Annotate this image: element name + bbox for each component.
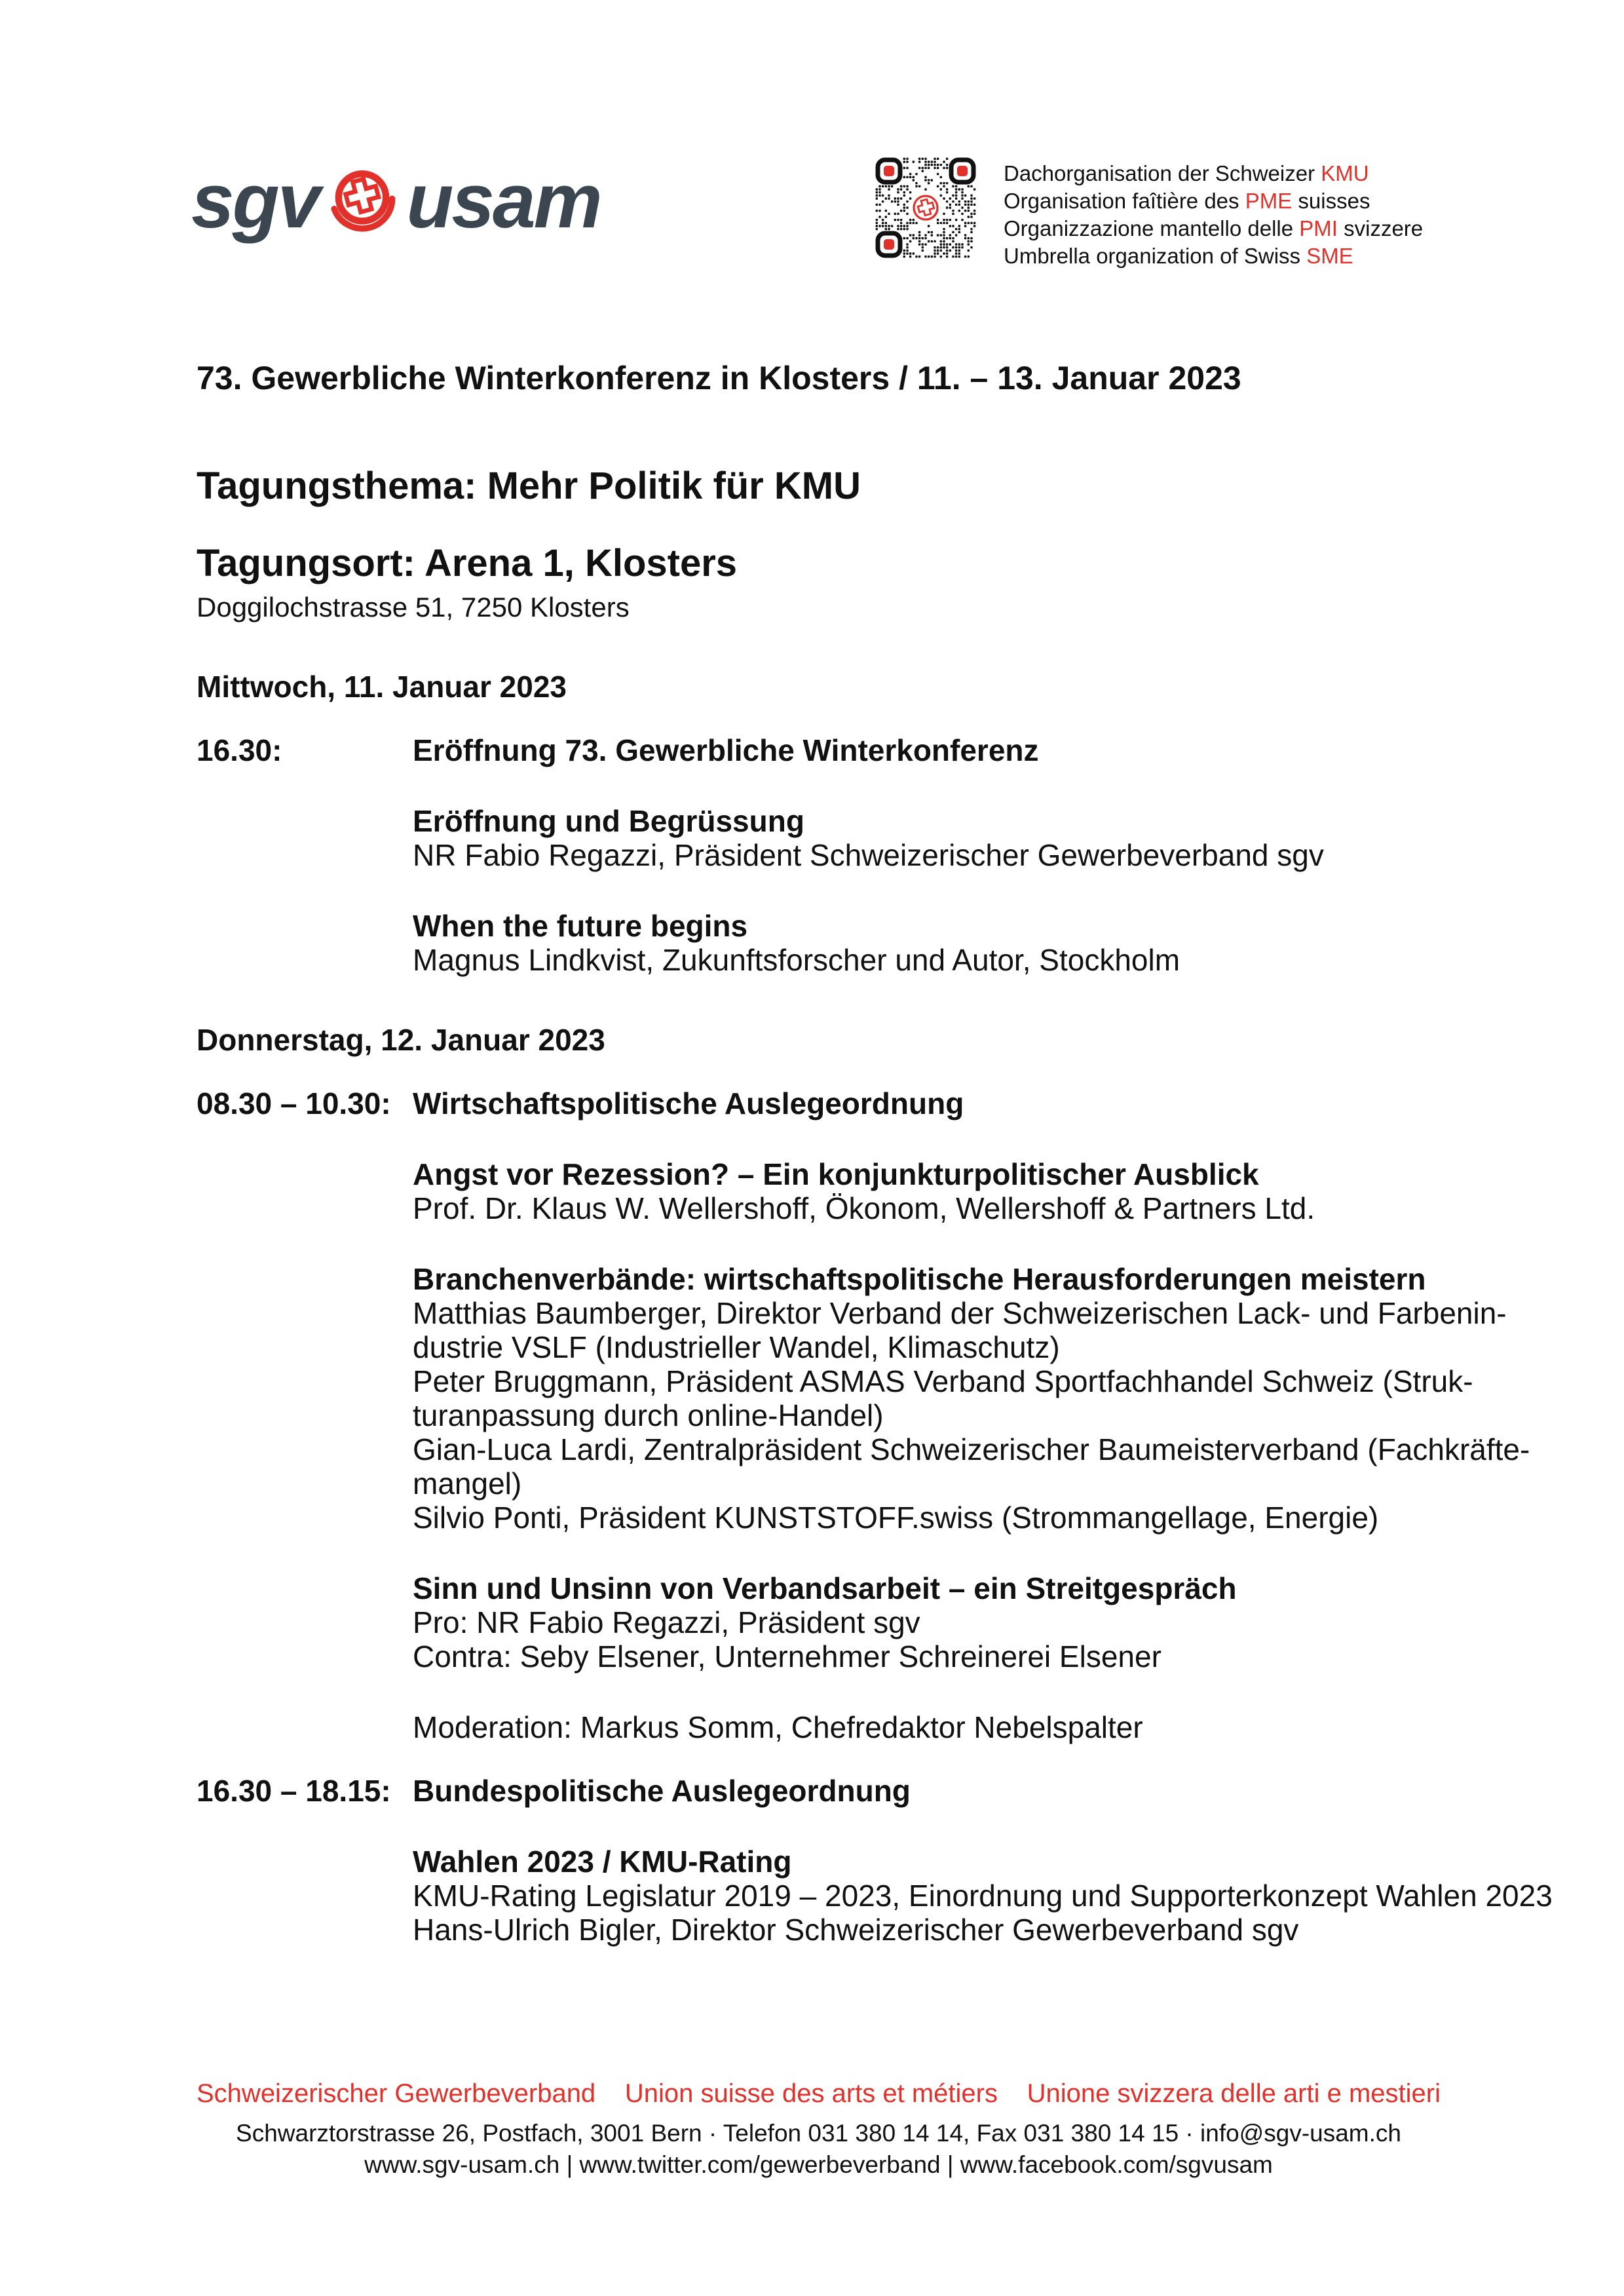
- agenda-item-line: Moderation: Markus Somm, Chefredaktor Nebelspalter: [413, 1710, 1143, 1744]
- day-section: [197, 670, 1484, 977]
- slot-title: Bundespolitische Auslegeordnung: [413, 1774, 911, 1808]
- qr-code-icon: [875, 157, 976, 258]
- org-description-line: [1004, 215, 1423, 242]
- agenda-item-line: Contra: Seby Elsener, Unternehmer Schreinerei Elsener: [413, 1639, 1161, 1674]
- agenda-item-line: Prof. Dr. Klaus W. Wellershoff, Ökonom, Wellershoff & Partners Ltd.: [413, 1191, 1315, 1225]
- slot-time: 16.30 – 18.15:: [197, 1774, 391, 1808]
- day-heading: Donnerstag, 12. Januar 2023: [197, 1023, 605, 1057]
- agenda-item-heading: When the future begins: [413, 909, 748, 943]
- slot-header-row: [197, 1086, 1484, 1120]
- slot-header-row: [197, 1774, 1484, 1808]
- agenda-item-line: turanpassung durch online-Handel): [413, 1398, 884, 1432]
- day-heading: Mittwoch, 11. Januar 2023: [197, 670, 567, 704]
- page-footer: [197, 2078, 1441, 2181]
- agenda-item: [413, 1571, 1484, 1674]
- agenda-item: [413, 1157, 1484, 1225]
- slot-header-row: [197, 733, 1484, 767]
- agenda-item-line: Gian-Luca Lardi, Zentralpräsident Schweizerischer Baumeisterverband (Fachkräfte-: [413, 1432, 1530, 1466]
- logo-text-sgv: sgv: [191, 158, 319, 244]
- agenda-item-heading: Wahlen 2023 / KMU-Rating: [413, 1845, 792, 1879]
- agenda-item-heading: Branchenverbände: wirtschaftspolitische Herausforderungen meistern: [413, 1262, 1426, 1296]
- org-description-line: [1004, 160, 1423, 187]
- agenda-item-line: Peter Bruggmann, Präsident ASMAS Verband Sportfachhandel Schweiz (Struk-: [413, 1364, 1473, 1398]
- agenda-item-heading: Eröffnung und Begrüssung: [413, 804, 804, 838]
- org-line-keyword: KMU: [1321, 161, 1369, 185]
- agenda-item-line: dustrie VSLF (Industrieller Wandel, Klimaschutz): [413, 1330, 1060, 1364]
- page-title: 73. Gewerbliche Winterkonferenz in Klosters / 11. – 13. Januar 2023: [197, 360, 1241, 396]
- slot-time: 16.30:: [197, 733, 282, 767]
- org-line-text: suisses: [1292, 189, 1370, 213]
- footer-org-name: Union suisse des arts et métiers: [624, 2079, 998, 2108]
- schedule: [197, 670, 1553, 1947]
- org-line-text: Organizzazione mantello delle: [1004, 216, 1300, 240]
- agenda-item-line: KMU-Rating Legislatur 2019 – 2023, Einordnung und Supporterkonzept Wahlen 2023: [413, 1879, 1553, 1913]
- conference-venue: Tagungsort: Arena 1, Klosters: [197, 542, 738, 584]
- time-slot: [197, 1774, 1553, 1947]
- agenda-item-line: mangel): [413, 1466, 522, 1501]
- time-slot: [197, 733, 1484, 977]
- org-description-line: [1004, 187, 1423, 215]
- agenda-item: [413, 1710, 1484, 1744]
- agenda-item-line: Pro: NR Fabio Regazzi, Präsident sgv: [413, 1605, 920, 1639]
- agenda-item: [413, 1262, 1530, 1535]
- agenda-item-line: Magnus Lindkvist, Zukunftsforscher und Autor, Stockholm: [413, 943, 1180, 977]
- agenda-item-line: Silvio Ponti, Präsident KUNSTSTOFF.swiss (Strommangellage, Energie): [413, 1501, 1379, 1535]
- document-body: [197, 359, 1553, 1947]
- org-line-text: Organisation faîtière des: [1004, 189, 1245, 213]
- org-description: [1004, 157, 1423, 270]
- agenda-item-line: NR Fabio Regazzi, Präsident Schweizerischer Gewerbeverband sgv: [413, 838, 1324, 872]
- org-line-keyword: PME: [1245, 189, 1293, 213]
- day-section: [197, 1023, 1553, 1947]
- agenda-item: [413, 804, 1484, 872]
- agenda-item-line: Matthias Baumberger, Direktor Verband der Schweizerischen Lack- und Farbenin-: [413, 1296, 1507, 1330]
- footer-web-links: www.sgv-usam.ch | www.twitter.com/gewerbeverband | www.facebook.com/sgvusam: [364, 2151, 1273, 2178]
- org-line-text: Dachorganisation der Schweizer: [1004, 161, 1321, 185]
- venue-address: Doggilochstrasse 51, 7250 Klosters: [197, 592, 630, 622]
- agenda-item: [413, 1845, 1553, 1947]
- logo-text-usam: usam: [406, 158, 601, 244]
- agenda-item-heading: Sinn und Unsinn von Verbandsarbeit – ein Streitgespräch: [413, 1571, 1237, 1605]
- footer-org-name: Schweizerischer Gewerbeverband: [197, 2079, 596, 2108]
- sgv-usam-logo: [191, 158, 601, 244]
- slot-title: Wirtschaftspolitische Auslegeordnung: [413, 1086, 964, 1120]
- org-line-text: Umbrella organization of Swiss: [1004, 244, 1307, 268]
- org-line-keyword: PMI: [1299, 216, 1338, 240]
- agenda-item-heading: Angst vor Rezession? – Ein konjunkturpolitischer Ausblick: [413, 1157, 1259, 1191]
- org-description-line: [1004, 242, 1423, 270]
- agenda-item-line: Hans-Ulrich Bigler, Direktor Schweizerischer Gewerbeverband sgv: [413, 1913, 1299, 1947]
- footer-org-names: [197, 2078, 1441, 2109]
- slot-time: 08.30 – 10.30:: [197, 1086, 391, 1120]
- slot-title: Eröffnung 73. Gewerbliche Winterkonferenz: [413, 733, 1039, 767]
- header-right-block: [875, 157, 1423, 270]
- org-line-text: svizzere: [1337, 216, 1424, 240]
- swiss-cross-circle-icon: [325, 164, 400, 239]
- agenda-item: [413, 909, 1484, 977]
- conference-theme: Tagungsthema: Mehr Politik für KMU: [197, 465, 861, 507]
- org-line-keyword: SME: [1306, 244, 1353, 268]
- footer-address: Schwarztorstrasse 26, Postfach, 3001 Bern · Telefon 031 380 14 14, Fax 031 380 14 15 · info@sgv-usam.ch: [236, 2120, 1401, 2147]
- footer-org-name: Unione svizzera delle arti e mestieri: [1027, 2079, 1441, 2108]
- time-slot: [197, 1086, 1530, 1744]
